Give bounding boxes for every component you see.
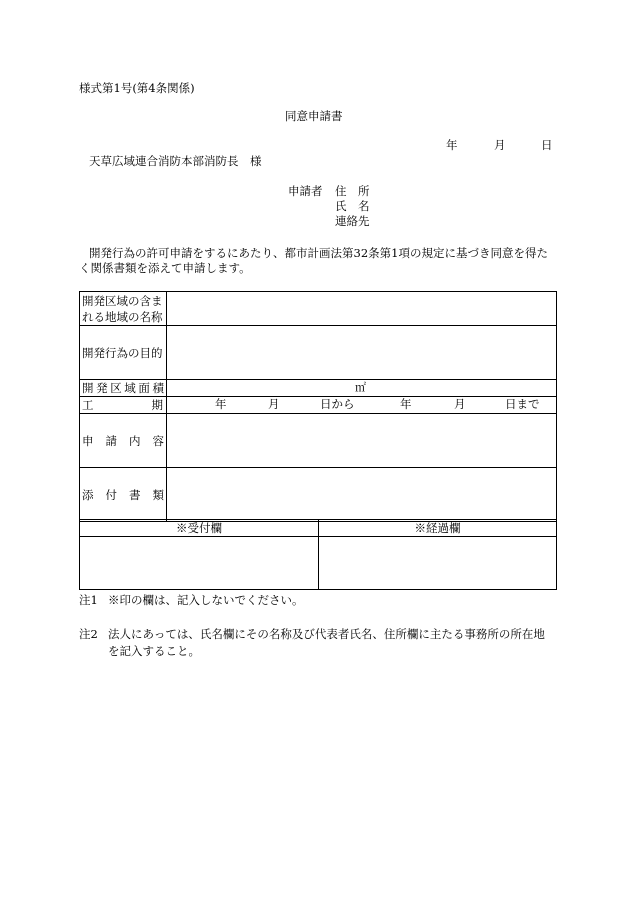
- office-use-table: [79, 519, 557, 590]
- row-area-size: [80, 380, 557, 397]
- area-size-label: 開 発 区 域 面 積: [80, 380, 167, 397]
- row-attachments: [80, 468, 557, 522]
- content-label: 申 請 内 容: [80, 414, 167, 468]
- area-name-field[interactable]: [167, 292, 557, 326]
- date-day-label: 日: [541, 138, 553, 152]
- period-start-year: 年: [215, 397, 227, 411]
- attachments-field[interactable]: [167, 468, 557, 522]
- note-2-number: 注2: [79, 627, 98, 641]
- content-field[interactable]: [167, 414, 557, 468]
- applicant-label: 申請者: [288, 184, 323, 198]
- body-text-line-1: 開発行為の許可申請をするにあたり、都市計画法第32条第1項の規定に基づき同意を得た: [89, 246, 548, 260]
- attachments-label: 添 付 書 類: [80, 468, 167, 522]
- area-name-label-line-2: れる地域の名称: [82, 309, 163, 324]
- addressee: 天草広域連合消防本部消防長 様: [89, 154, 262, 168]
- period-end-year: 年: [400, 397, 412, 411]
- area-size-field[interactable]: [167, 380, 557, 397]
- area-name-label-line-1: 開発区域の含ま: [82, 293, 163, 308]
- area-name-label: [80, 292, 167, 326]
- progress-cell: [319, 537, 557, 590]
- period-end-day: 日まで: [505, 397, 540, 411]
- period-end-month: 月: [454, 397, 466, 411]
- row-area-name: [80, 292, 557, 326]
- period-label: 工 期: [80, 397, 167, 414]
- note-2-text-line-1: 法人にあっては、氏名欄にその名称及び代表者氏名、住所欄に主たる事務所の所在地: [108, 627, 545, 641]
- body-text-line-2: く関係書類を添えて申請します。: [79, 261, 251, 275]
- application-table: [79, 291, 557, 522]
- reception-header: ※受付欄: [80, 520, 319, 537]
- date-year-label: 年: [446, 138, 458, 152]
- purpose-label: 開発行為の目的: [80, 326, 167, 380]
- note-1-number: 注1: [79, 593, 98, 607]
- page-title: 同意申請書: [285, 109, 343, 123]
- note-1-text: ※印の欄は、記入しないでください。: [108, 593, 304, 607]
- row-content: [80, 414, 557, 468]
- period-start-day: 日から: [320, 397, 355, 411]
- row-period: [80, 397, 557, 414]
- applicant-address-label: 住 所: [335, 184, 370, 198]
- progress-header: ※経過欄: [319, 520, 557, 537]
- applicant-name-label: 氏 名: [335, 199, 370, 213]
- period-start-month: 月: [268, 397, 280, 411]
- form-number: 様式第1号(第4条関係): [79, 81, 195, 95]
- row-purpose: [80, 326, 557, 380]
- applicant-contact-label: 連絡先: [335, 214, 370, 228]
- period-field[interactable]: [167, 397, 557, 414]
- note-2-text-line-2: を記入すること。: [108, 644, 200, 658]
- reception-cell: [80, 537, 319, 590]
- note-2: [79, 626, 545, 660]
- purpose-field[interactable]: [167, 326, 557, 380]
- note-1: [79, 592, 304, 609]
- area-size-unit: ㎡: [355, 381, 366, 394]
- date-month-label: 月: [494, 138, 506, 152]
